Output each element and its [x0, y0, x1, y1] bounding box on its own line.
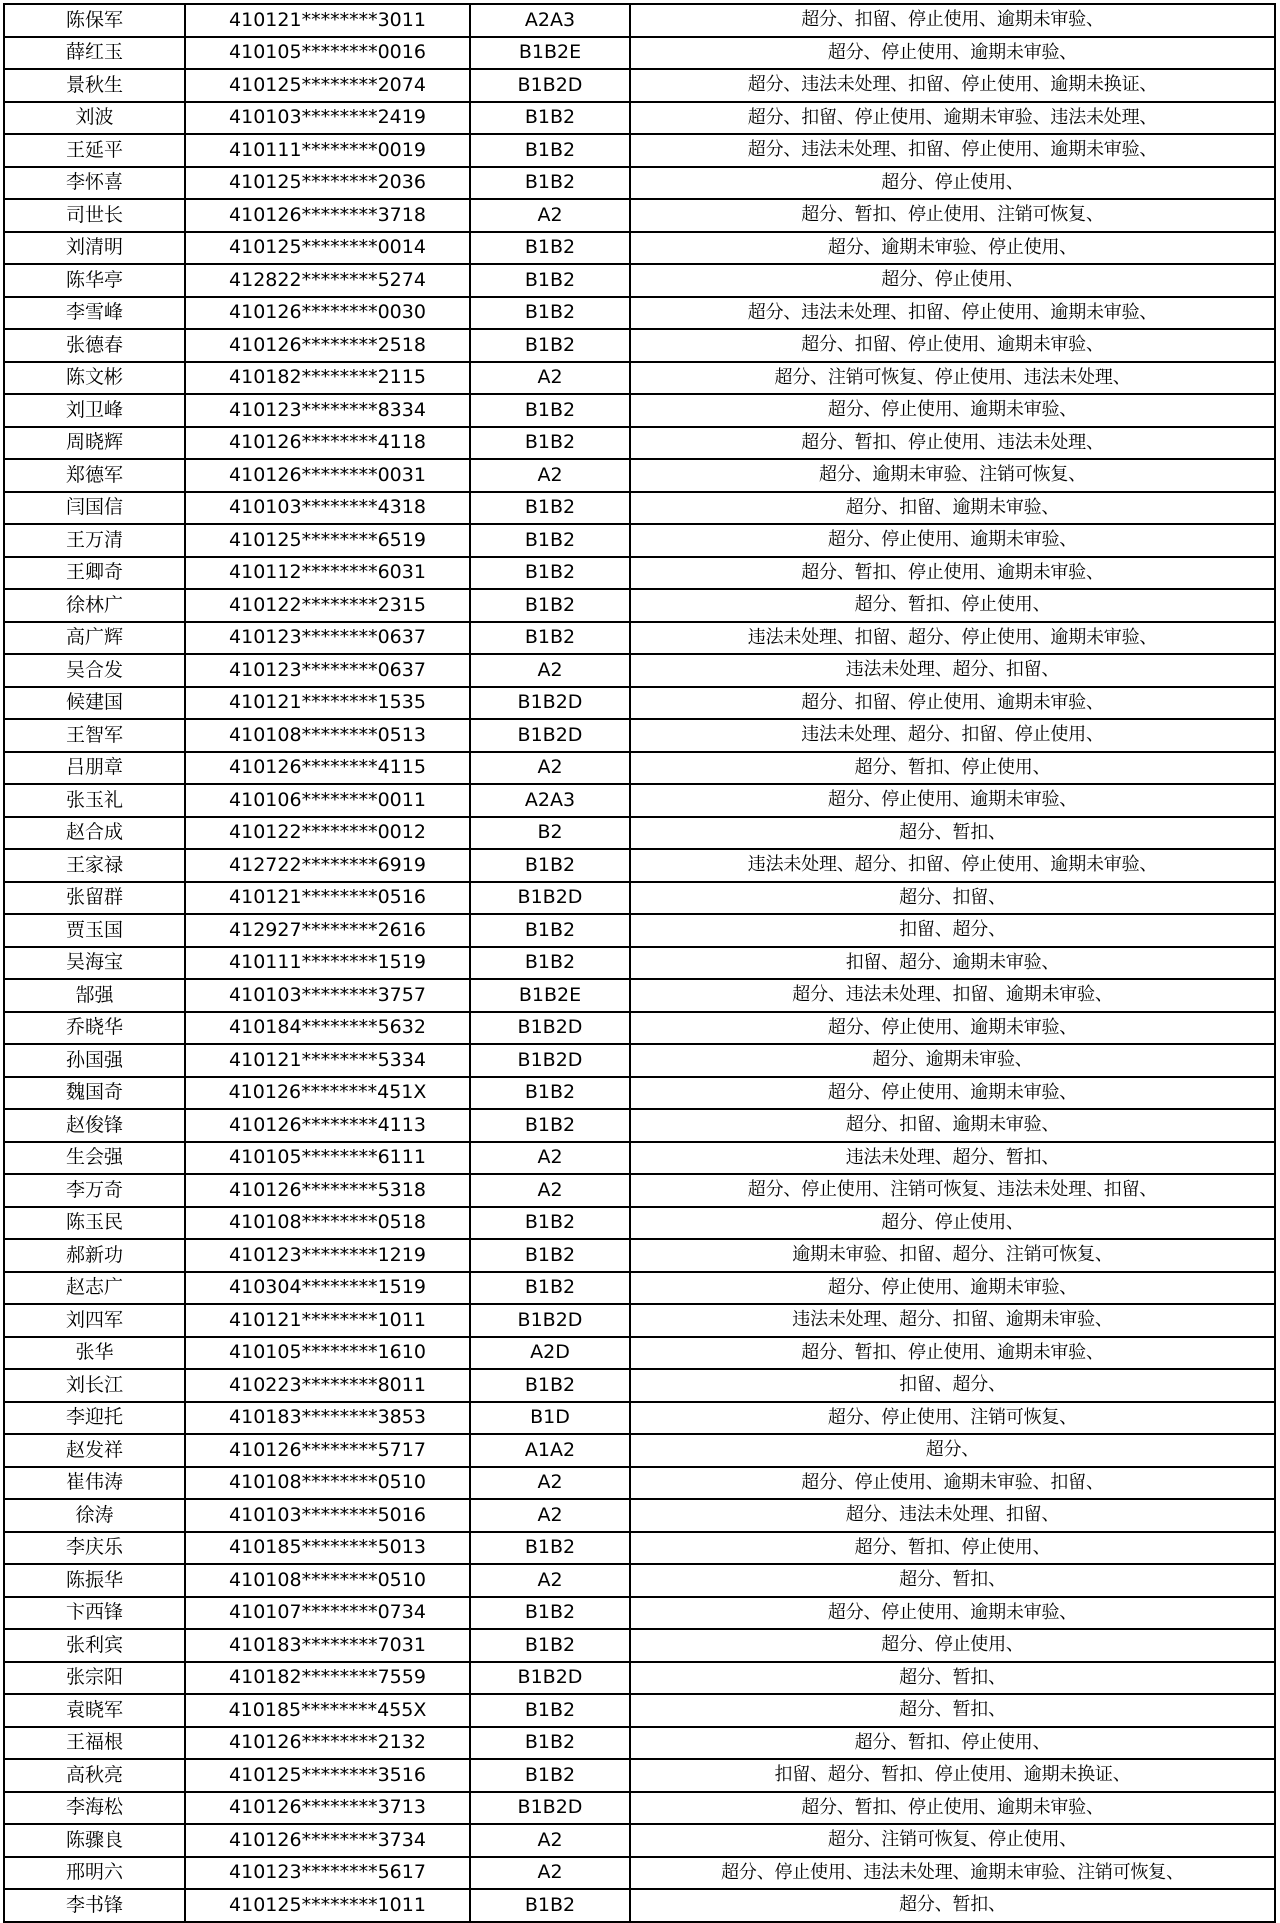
table-row — [4, 1012, 1275, 1045]
table-body — [4, 4, 1275, 1922]
license-class-cell: B2 — [470, 817, 630, 850]
name-cell: 刘四军 — [4, 1304, 185, 1337]
id-number-cell: 410183********7031 — [185, 1629, 470, 1662]
id-number-cell: 410182********2115 — [185, 362, 470, 395]
table-row — [4, 329, 1275, 362]
id-number-cell: 410108********0518 — [185, 1207, 470, 1240]
table-row — [4, 719, 1275, 752]
license-class-cell: B1B2 — [470, 1239, 630, 1272]
table-row — [4, 1207, 1275, 1240]
name-cell: 邢明六 — [4, 1857, 185, 1890]
table-row — [4, 1889, 1275, 1922]
license-class-cell: B1B2 — [470, 492, 630, 525]
name-cell: 张玉礼 — [4, 784, 185, 817]
license-class-cell: B1B2E — [470, 979, 630, 1012]
id-number-cell: 410111********0019 — [185, 134, 470, 167]
violation-status-cell: 超分、停止使用、 — [630, 167, 1275, 200]
table-row — [4, 69, 1275, 102]
name-cell: 张利宾 — [4, 1629, 185, 1662]
table-row — [4, 947, 1275, 980]
name-cell: 王福根 — [4, 1727, 185, 1760]
violation-status-cell: 超分、停止使用、逾期未审验、扣留、 — [630, 1467, 1275, 1500]
name-cell: 孙国强 — [4, 1044, 185, 1077]
name-cell: 卞西锋 — [4, 1597, 185, 1630]
license-class-cell: B1B2 — [470, 1727, 630, 1760]
violation-status-cell: 超分、暂扣、停止使用、逾期未审验、 — [630, 557, 1275, 590]
violation-status-cell: 逾期未审验、扣留、超分、注销可恢复、 — [630, 1239, 1275, 1272]
id-number-cell: 410182********7559 — [185, 1662, 470, 1695]
license-class-cell: B1D — [470, 1402, 630, 1435]
license-class-cell: B1B2D — [470, 687, 630, 720]
name-cell: 吴合发 — [4, 654, 185, 687]
violation-status-cell: 扣留、超分、 — [630, 914, 1275, 947]
violation-status-cell: 超分、扣留、停止使用、逾期未审验、 — [630, 4, 1275, 37]
name-cell: 李万奇 — [4, 1174, 185, 1207]
name-cell: 李怀喜 — [4, 167, 185, 200]
license-class-cell: B1B2 — [470, 427, 630, 460]
license-class-cell: A2A3 — [470, 4, 630, 37]
violation-status-cell: 超分、扣留、逾期未审验、 — [630, 492, 1275, 525]
violation-status-cell: 超分、暂扣、 — [630, 1564, 1275, 1597]
license-class-cell: A2 — [470, 1824, 630, 1857]
license-class-cell: A2 — [470, 1174, 630, 1207]
name-cell: 陈保军 — [4, 4, 185, 37]
table-row — [4, 849, 1275, 882]
violation-status-cell: 超分、停止使用、 — [630, 1629, 1275, 1662]
license-class-cell: B1B2 — [470, 1369, 630, 1402]
name-cell: 陈华亭 — [4, 264, 185, 297]
table-row — [4, 1142, 1275, 1175]
id-number-cell: 410121********1011 — [185, 1304, 470, 1337]
name-cell: 陈骤良 — [4, 1824, 185, 1857]
violation-status-cell: 超分、暂扣、停止使用、逾期未审验、 — [630, 1337, 1275, 1370]
license-class-cell: B1B2 — [470, 102, 630, 135]
license-class-cell: B1B2 — [470, 394, 630, 427]
license-class-cell: B1B2D — [470, 1792, 630, 1825]
violation-status-cell: 违法未处理、超分、暂扣、 — [630, 1142, 1275, 1175]
license-class-cell: B1B2 — [470, 1889, 630, 1922]
license-class-cell: B1B2 — [470, 849, 630, 882]
table-row — [4, 1792, 1275, 1825]
name-cell: 陈玉民 — [4, 1207, 185, 1240]
violation-status-cell: 扣留、超分、暂扣、停止使用、逾期未换证、 — [630, 1759, 1275, 1792]
id-number-cell: 410111********1519 — [185, 947, 470, 980]
violation-status-cell: 超分、扣留、停止使用、逾期未审验、 — [630, 329, 1275, 362]
license-class-cell: B1B2D — [470, 882, 630, 915]
table-row — [4, 1824, 1275, 1857]
violation-status-cell: 超分、暂扣、停止使用、 — [630, 1532, 1275, 1565]
name-cell: 李庆乐 — [4, 1532, 185, 1565]
name-cell: 赵合成 — [4, 817, 185, 850]
name-cell: 王卿奇 — [4, 557, 185, 590]
license-class-cell: B1B2 — [470, 134, 630, 167]
id-number-cell: 410103********4318 — [185, 492, 470, 525]
name-cell: 赵志广 — [4, 1272, 185, 1305]
violation-status-cell: 超分、违法未处理、扣留、停止使用、逾期未审验、 — [630, 134, 1275, 167]
name-cell: 赵发祥 — [4, 1434, 185, 1467]
name-cell: 徐涛 — [4, 1499, 185, 1532]
id-number-cell: 410121********3011 — [185, 4, 470, 37]
id-number-cell: 410123********8334 — [185, 394, 470, 427]
name-cell: 刘长江 — [4, 1369, 185, 1402]
violation-status-cell: 超分、停止使用、逾期未审验、 — [630, 37, 1275, 70]
violation-status-cell: 超分、扣留、停止使用、逾期未审验、违法未处理、 — [630, 102, 1275, 135]
name-cell: 郑德军 — [4, 459, 185, 492]
table-row — [4, 1272, 1275, 1305]
license-class-cell: B1B2 — [470, 264, 630, 297]
name-cell: 吴海宝 — [4, 947, 185, 980]
license-class-cell: B1B2 — [470, 1272, 630, 1305]
violation-status-cell: 超分、停止使用、 — [630, 1207, 1275, 1240]
table-row — [4, 134, 1275, 167]
id-number-cell: 410125********0014 — [185, 232, 470, 265]
id-number-cell: 410106********0011 — [185, 784, 470, 817]
license-class-cell: A2 — [470, 1857, 630, 1890]
name-cell: 李海松 — [4, 1792, 185, 1825]
license-class-cell: B1B2 — [470, 557, 630, 590]
table-row — [4, 297, 1275, 330]
license-class-cell: B1B2 — [470, 297, 630, 330]
table-row — [4, 492, 1275, 525]
license-class-cell: B1B2D — [470, 719, 630, 752]
name-cell: 刘清明 — [4, 232, 185, 265]
table-row — [4, 622, 1275, 655]
license-class-cell: B1B2 — [470, 232, 630, 265]
name-cell: 刘卫峰 — [4, 394, 185, 427]
violation-status-cell: 超分、停止使用、注销可恢复、违法未处理、扣留、 — [630, 1174, 1275, 1207]
table-row — [4, 1629, 1275, 1662]
name-cell: 崔伟涛 — [4, 1467, 185, 1500]
name-cell: 张德春 — [4, 329, 185, 362]
table-row — [4, 1304, 1275, 1337]
license-class-cell: B1B2 — [470, 1077, 630, 1110]
table-row — [4, 979, 1275, 1012]
table-row — [4, 524, 1275, 557]
table-row — [4, 1532, 1275, 1565]
id-number-cell: 410126********5717 — [185, 1434, 470, 1467]
license-class-cell: B1B2 — [470, 167, 630, 200]
id-number-cell: 410112********6031 — [185, 557, 470, 590]
id-number-cell: 410304********1519 — [185, 1272, 470, 1305]
id-number-cell: 412927********2616 — [185, 914, 470, 947]
name-cell: 王智军 — [4, 719, 185, 752]
id-number-cell: 410103********5016 — [185, 1499, 470, 1532]
license-class-cell: B1B2 — [470, 914, 630, 947]
id-number-cell: 410123********5617 — [185, 1857, 470, 1890]
table-row — [4, 1564, 1275, 1597]
id-number-cell: 410126********3734 — [185, 1824, 470, 1857]
id-number-cell: 410126********4118 — [185, 427, 470, 460]
id-number-cell: 412722********6919 — [185, 849, 470, 882]
license-class-cell: B1B2 — [470, 947, 630, 980]
license-class-cell: A2 — [470, 459, 630, 492]
name-cell: 张留群 — [4, 882, 185, 915]
name-cell: 景秋生 — [4, 69, 185, 102]
id-number-cell: 410108********0513 — [185, 719, 470, 752]
violation-status-cell: 超分、扣留、停止使用、逾期未审验、 — [630, 687, 1275, 720]
id-number-cell: 410105********1610 — [185, 1337, 470, 1370]
id-number-cell: 410126********2518 — [185, 329, 470, 362]
license-class-cell: B1B2D — [470, 1012, 630, 1045]
license-class-cell: B1B2 — [470, 1629, 630, 1662]
id-number-cell: 410105********6111 — [185, 1142, 470, 1175]
name-cell: 刘波 — [4, 102, 185, 135]
table-row — [4, 394, 1275, 427]
table-row — [4, 882, 1275, 915]
id-number-cell: 410122********2315 — [185, 589, 470, 622]
id-number-cell: 410125********2074 — [185, 69, 470, 102]
id-number-cell: 410126********3713 — [185, 1792, 470, 1825]
violation-status-cell: 超分、逾期未审验、注销可恢复、 — [630, 459, 1275, 492]
license-class-cell: A2 — [470, 1467, 630, 1500]
table-row — [4, 1467, 1275, 1500]
violation-status-cell: 超分、停止使用、逾期未审验、 — [630, 1012, 1275, 1045]
id-number-cell: 410123********0637 — [185, 622, 470, 655]
name-cell: 吕朋章 — [4, 752, 185, 785]
id-number-cell: 410183********3853 — [185, 1402, 470, 1435]
name-cell: 王万清 — [4, 524, 185, 557]
id-number-cell: 410121********1535 — [185, 687, 470, 720]
name-cell: 徐林广 — [4, 589, 185, 622]
table-row — [4, 1044, 1275, 1077]
violation-status-cell: 超分、停止使用、违法未处理、逾期未审验、注销可恢复、 — [630, 1857, 1275, 1890]
license-class-cell: A2 — [470, 362, 630, 395]
name-cell: 赵俊锋 — [4, 1109, 185, 1142]
violation-status-cell: 超分、暂扣、 — [630, 817, 1275, 850]
license-class-cell: B1B2D — [470, 69, 630, 102]
table-row — [4, 784, 1275, 817]
table-row — [4, 1174, 1275, 1207]
violation-status-cell: 违法未处理、超分、扣留、停止使用、 — [630, 719, 1275, 752]
table-row — [4, 362, 1275, 395]
name-cell: 李迎托 — [4, 1402, 185, 1435]
id-number-cell: 410185********5013 — [185, 1532, 470, 1565]
name-cell: 周晓辉 — [4, 427, 185, 460]
license-class-cell: A2D — [470, 1337, 630, 1370]
license-class-cell: A2 — [470, 1499, 630, 1532]
driver-violation-table — [3, 3, 1276, 1923]
table-row — [4, 1857, 1275, 1890]
name-cell: 陈振华 — [4, 1564, 185, 1597]
id-number-cell: 410125********6519 — [185, 524, 470, 557]
id-number-cell: 410103********2419 — [185, 102, 470, 135]
violation-status-cell: 超分、暂扣、停止使用、注销可恢复、 — [630, 199, 1275, 232]
id-number-cell: 410123********0637 — [185, 654, 470, 687]
violation-status-cell: 超分、违法未处理、扣留、 — [630, 1499, 1275, 1532]
name-cell: 司世长 — [4, 199, 185, 232]
table-row — [4, 589, 1275, 622]
table-row — [4, 102, 1275, 135]
table-row — [4, 557, 1275, 590]
id-number-cell: 410126********0031 — [185, 459, 470, 492]
name-cell: 王家禄 — [4, 849, 185, 882]
license-class-cell: B1B2D — [470, 1662, 630, 1695]
violation-status-cell: 扣留、超分、 — [630, 1369, 1275, 1402]
table-row — [4, 264, 1275, 297]
license-class-cell: B1B2 — [470, 329, 630, 362]
license-class-cell: B1B2 — [470, 1207, 630, 1240]
id-number-cell: 410126********3718 — [185, 199, 470, 232]
table-row — [4, 1694, 1275, 1727]
id-number-cell: 410121********5334 — [185, 1044, 470, 1077]
violation-status-cell: 超分、停止使用、逾期未审验、 — [630, 1272, 1275, 1305]
id-number-cell: 410125********2036 — [185, 167, 470, 200]
violation-status-cell: 超分、扣留、逾期未审验、 — [630, 1109, 1275, 1142]
violation-status-cell: 超分、违法未处理、扣留、停止使用、逾期未审验、 — [630, 297, 1275, 330]
violation-status-cell: 超分、暂扣、停止使用、 — [630, 1727, 1275, 1760]
violation-status-cell: 超分、违法未处理、扣留、停止使用、逾期未换证、 — [630, 69, 1275, 102]
table-row — [4, 752, 1275, 785]
table-row — [4, 1337, 1275, 1370]
id-number-cell: 410126********451X — [185, 1077, 470, 1110]
violation-status-cell: 超分、停止使用、逾期未审验、 — [630, 784, 1275, 817]
violation-status-cell: 超分、违法未处理、扣留、逾期未审验、 — [630, 979, 1275, 1012]
id-number-cell: 410126********0030 — [185, 297, 470, 330]
violation-status-cell: 超分、注销可恢复、停止使用、违法未处理、 — [630, 362, 1275, 395]
violation-status-cell: 超分、停止使用、逾期未审验、 — [630, 1597, 1275, 1630]
id-number-cell: 410125********3516 — [185, 1759, 470, 1792]
table-row — [4, 1759, 1275, 1792]
table-row — [4, 817, 1275, 850]
table-row — [4, 1499, 1275, 1532]
license-class-cell: B1B2 — [470, 1109, 630, 1142]
license-class-cell: B1B2 — [470, 1694, 630, 1727]
id-number-cell: 410126********4115 — [185, 752, 470, 785]
table-row — [4, 199, 1275, 232]
violation-status-cell: 违法未处理、超分、扣留、逾期未审验、 — [630, 1304, 1275, 1337]
violation-status-cell: 超分、暂扣、停止使用、 — [630, 752, 1275, 785]
name-cell: 郜强 — [4, 979, 185, 1012]
table-row — [4, 1402, 1275, 1435]
id-number-cell: 410126********5318 — [185, 1174, 470, 1207]
violation-status-cell: 超分、暂扣、停止使用、 — [630, 589, 1275, 622]
license-class-cell: B1B2 — [470, 589, 630, 622]
violation-status-cell: 超分、暂扣、 — [630, 1694, 1275, 1727]
violation-status-cell: 超分、暂扣、停止使用、违法未处理、 — [630, 427, 1275, 460]
table-row — [4, 459, 1275, 492]
name-cell: 魏国奇 — [4, 1077, 185, 1110]
table-row — [4, 1369, 1275, 1402]
violation-status-cell: 超分、停止使用、注销可恢复、 — [630, 1402, 1275, 1435]
table-row — [4, 232, 1275, 265]
violation-status-cell: 超分、注销可恢复、停止使用、 — [630, 1824, 1275, 1857]
table-row — [4, 1727, 1275, 1760]
name-cell: 郝新功 — [4, 1239, 185, 1272]
name-cell: 高广辉 — [4, 622, 185, 655]
license-class-cell: B1B2 — [470, 524, 630, 557]
id-number-cell: 410107********0734 — [185, 1597, 470, 1630]
id-number-cell: 410126********2132 — [185, 1727, 470, 1760]
license-class-cell: A2 — [470, 199, 630, 232]
name-cell: 生会强 — [4, 1142, 185, 1175]
table-row — [4, 4, 1275, 37]
table-row — [4, 1109, 1275, 1142]
license-class-cell: B1B2D — [470, 1304, 630, 1337]
license-class-cell: A2A3 — [470, 784, 630, 817]
id-number-cell: 410108********0510 — [185, 1467, 470, 1500]
violation-status-cell: 违法未处理、超分、扣留、停止使用、逾期未审验、 — [630, 849, 1275, 882]
name-cell: 李雪峰 — [4, 297, 185, 330]
id-number-cell: 410125********1011 — [185, 1889, 470, 1922]
violation-status-cell: 超分、停止使用、逾期未审验、 — [630, 1077, 1275, 1110]
id-number-cell: 410126********4113 — [185, 1109, 470, 1142]
license-class-cell: B1B2D — [470, 1044, 630, 1077]
name-cell: 候建国 — [4, 687, 185, 720]
license-class-cell: B1B2 — [470, 1597, 630, 1630]
id-number-cell: 412822********5274 — [185, 264, 470, 297]
id-number-cell: 410103********3757 — [185, 979, 470, 1012]
table-row — [4, 1662, 1275, 1695]
name-cell: 乔晓华 — [4, 1012, 185, 1045]
violation-status-cell: 超分、逾期未审验、停止使用、 — [630, 232, 1275, 265]
name-cell: 闫国信 — [4, 492, 185, 525]
table-row — [4, 167, 1275, 200]
violation-status-cell: 超分、停止使用、 — [630, 264, 1275, 297]
table-row — [4, 37, 1275, 70]
violation-status-cell: 超分、暂扣、停止使用、逾期未审验、 — [630, 1792, 1275, 1825]
id-number-cell: 410123********1219 — [185, 1239, 470, 1272]
violation-status-cell: 超分、暂扣、 — [630, 1662, 1275, 1695]
license-class-cell: B1B2 — [470, 1532, 630, 1565]
license-class-cell: A2 — [470, 654, 630, 687]
table-row — [4, 1434, 1275, 1467]
license-class-cell: B1B2 — [470, 622, 630, 655]
table-row — [4, 1239, 1275, 1272]
license-class-cell: B1B2 — [470, 1759, 630, 1792]
violation-status-cell: 扣留、超分、逾期未审验、 — [630, 947, 1275, 980]
name-cell: 王延平 — [4, 134, 185, 167]
violation-status-cell: 违法未处理、扣留、超分、停止使用、逾期未审验、 — [630, 622, 1275, 655]
license-class-cell: A2 — [470, 752, 630, 785]
table-row — [4, 1077, 1275, 1110]
name-cell: 高秋亮 — [4, 1759, 185, 1792]
name-cell: 李书锋 — [4, 1889, 185, 1922]
license-class-cell: A2 — [470, 1564, 630, 1597]
id-number-cell: 410185********455X — [185, 1694, 470, 1727]
license-class-cell: B1B2E — [470, 37, 630, 70]
table-row — [4, 654, 1275, 687]
name-cell: 张华 — [4, 1337, 185, 1370]
id-number-cell: 410223********8011 — [185, 1369, 470, 1402]
violation-status-cell: 超分、停止使用、逾期未审验、 — [630, 394, 1275, 427]
name-cell: 薛红玉 — [4, 37, 185, 70]
id-number-cell: 410121********0516 — [185, 882, 470, 915]
violation-status-cell: 超分、暂扣、 — [630, 1889, 1275, 1922]
violation-status-cell: 超分、 — [630, 1434, 1275, 1467]
violation-status-cell: 超分、扣留、 — [630, 882, 1275, 915]
table-row — [4, 427, 1275, 460]
license-class-cell: A1A2 — [470, 1434, 630, 1467]
violation-status-cell: 违法未处理、超分、扣留、 — [630, 654, 1275, 687]
name-cell: 贾玉国 — [4, 914, 185, 947]
name-cell: 张宗阳 — [4, 1662, 185, 1695]
violation-status-cell: 超分、停止使用、逾期未审验、 — [630, 524, 1275, 557]
id-number-cell: 410184********5632 — [185, 1012, 470, 1045]
id-number-cell: 410122********0012 — [185, 817, 470, 850]
violation-status-cell: 超分、逾期未审验、 — [630, 1044, 1275, 1077]
id-number-cell: 410105********0016 — [185, 37, 470, 70]
name-cell: 陈文彬 — [4, 362, 185, 395]
license-class-cell: A2 — [470, 1142, 630, 1175]
id-number-cell: 410108********0510 — [185, 1564, 470, 1597]
table-row — [4, 1597, 1275, 1630]
name-cell: 袁晓军 — [4, 1694, 185, 1727]
table-row — [4, 687, 1275, 720]
table-row — [4, 914, 1275, 947]
